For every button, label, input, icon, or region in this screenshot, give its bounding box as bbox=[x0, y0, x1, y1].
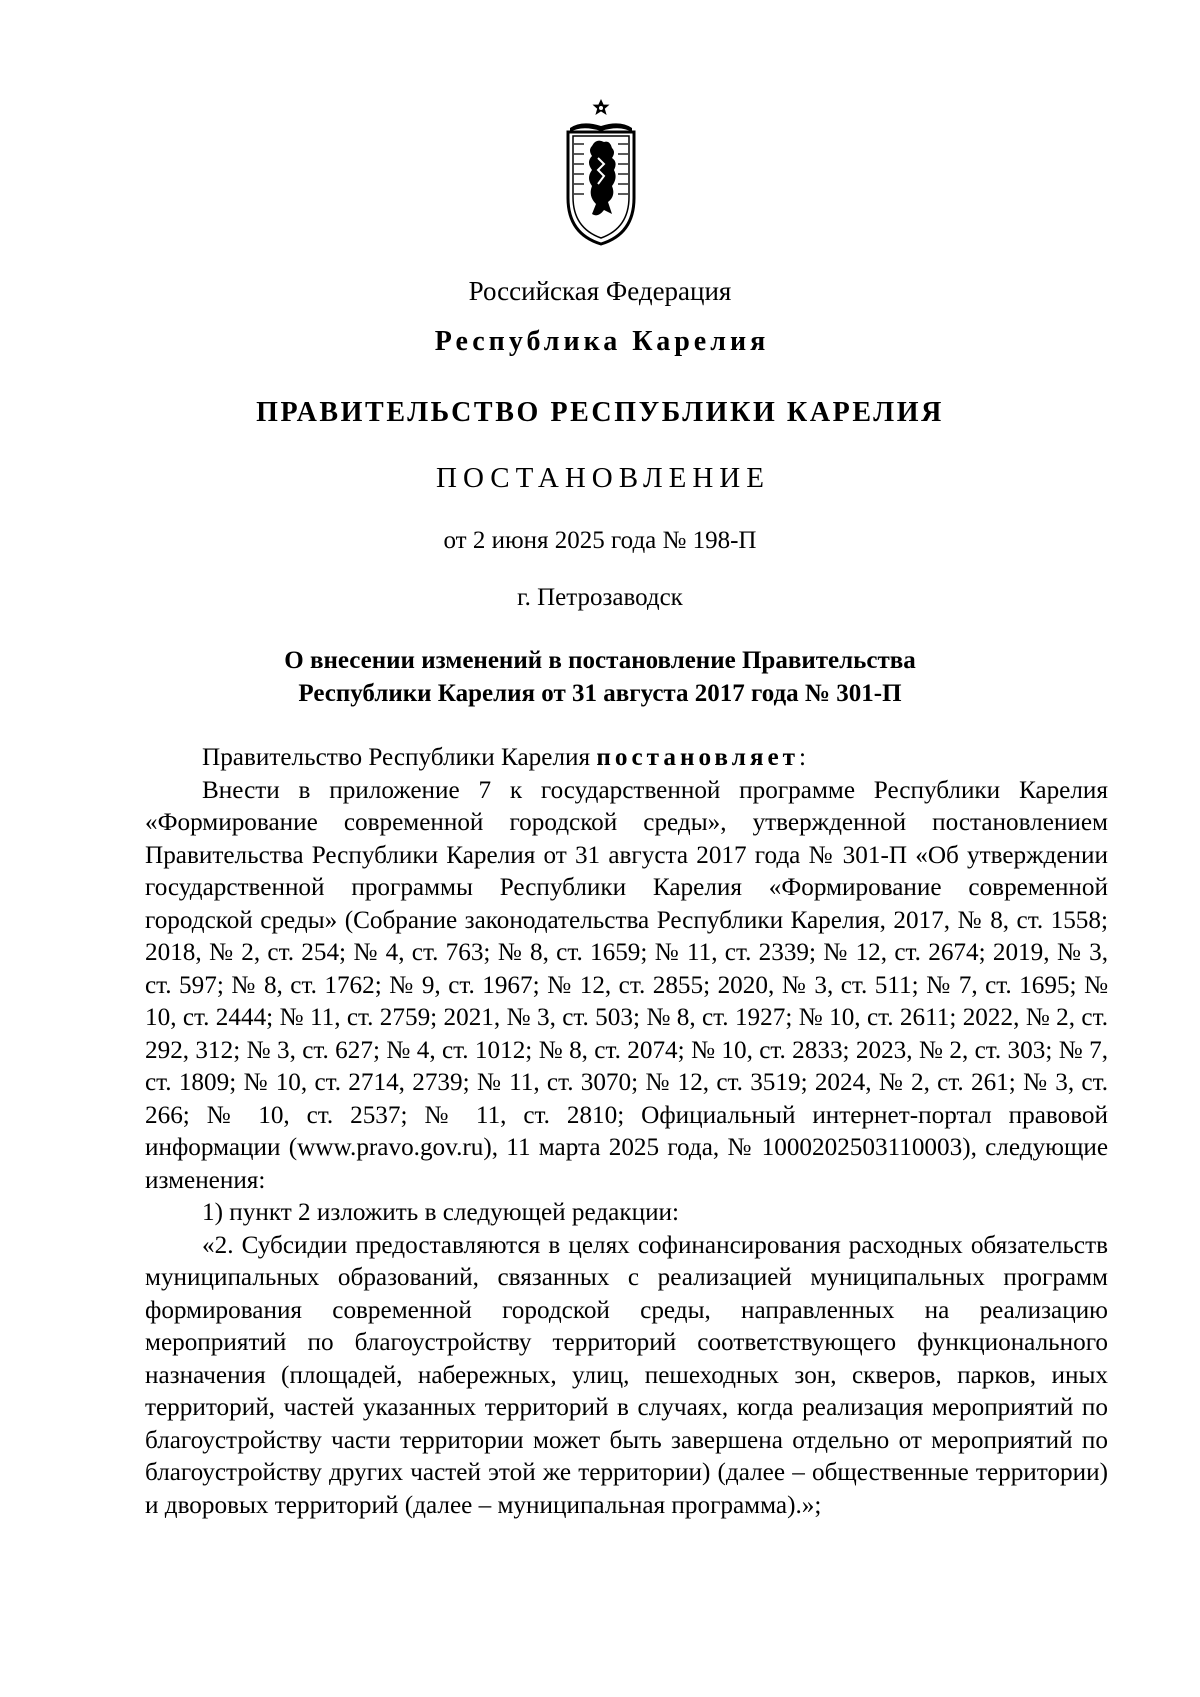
document-type: ПОСТАНОВЛЕНИЕ bbox=[436, 462, 770, 494]
document-body bbox=[145, 742, 1108, 1522]
country-name: Российская Федерация bbox=[468, 276, 732, 306]
preamble-verb: постановляет bbox=[596, 744, 800, 771]
paragraph-1: Внести в приложение 7 к государственной программе Республики Карелия «Формирование современной городской среды», утвержденной постановлением Правительства Республики Карелия от 31 августа 2017 года № 301-П «Об утверждении государственной программы Республики Карелия «Формирование современной городской среды» (Собрание законодательства Республики Карелия, 2017, № 8, ст. 1558; 2018, № 2, ст. 254; № 4, ст. 763; № 8, ст. 1659; № 11, ст. 2339; № 12, ст. 2674; 2019, № 3, ст. 597; № 8, ст. 1762; № 9, ст. 1967; № 12, ст. 2855; 2020, № 3, ст. 511; № 7, ст. 1695; № 10, ст. 2444; № 11, ст. 2759; 2021, № 3, ст. 503; № 8, ст. 1927; № 10, ст. 2611; 2022, № 2, ст. 292, 312; № 3, ст. 627; № 4, ст. 1012; № 8, ст. 2074; № 10, ст. 2833; 2023, № 2, ст. 303; № 7, ст. 1809; № 10, ст. 2714, 2739; № 11, ст. 3070; № 12, ст. 3519; 2024, № 2, ст. 261; № 3, ст. 266; № 10, ст. 2537; № 11, ст. 2810; Официальный интернет-портал правовой информации (www.pravo.gov.ru), 11 марта 2025 года, № 1000202503110003), следующие изменения: bbox=[145, 776, 1108, 1194]
government-title: ПРАВИТЕЛЬСТВО РЕСПУБЛИКИ КАРЕЛИЯ bbox=[256, 397, 944, 428]
subject-line-2: Республики Карелия от 31 августа 2017 года № 301-П bbox=[298, 680, 902, 707]
republic-name: Республика Карелия bbox=[434, 326, 770, 357]
subject-line-1: О внесении изменений в постановление Правительства bbox=[284, 647, 916, 674]
document-city: г. Петрозаводск bbox=[517, 584, 683, 611]
preamble bbox=[145, 742, 1108, 775]
item-1: 1) пункт 2 изложить в следующей редакции: bbox=[202, 1199, 680, 1226]
coat-of-arms-emblem bbox=[562, 98, 640, 248]
document-subject bbox=[0, 644, 1200, 710]
quoted-paragraph: «2. Субсидии предоставляются в целях софинансирования расходных обязательств муниципальных образований, связанных с реализацией муниципальных программ формирования современной городской среды, направленных на реализацию мероприятий по благоустройству территорий соответствующего функционального назначения (площадей, набережных, улиц, пешеходных зон, скверов, парков, иных территорий, частей указанных территорий в случаях, когда реализация мероприятий по благоустройству части территории может быть завершена отдельно от мероприятий по благоустройству других частей этой же территории) (далее – общественные территории) и дворовых территорий (далее – муниципальная программа).»; bbox=[145, 1231, 1108, 1519]
preamble-lead: Правительство Республики Карелия bbox=[202, 744, 597, 771]
document-date-number: от 2 июня 2025 года № 198-П bbox=[443, 527, 757, 554]
preamble-end: : bbox=[799, 744, 807, 771]
